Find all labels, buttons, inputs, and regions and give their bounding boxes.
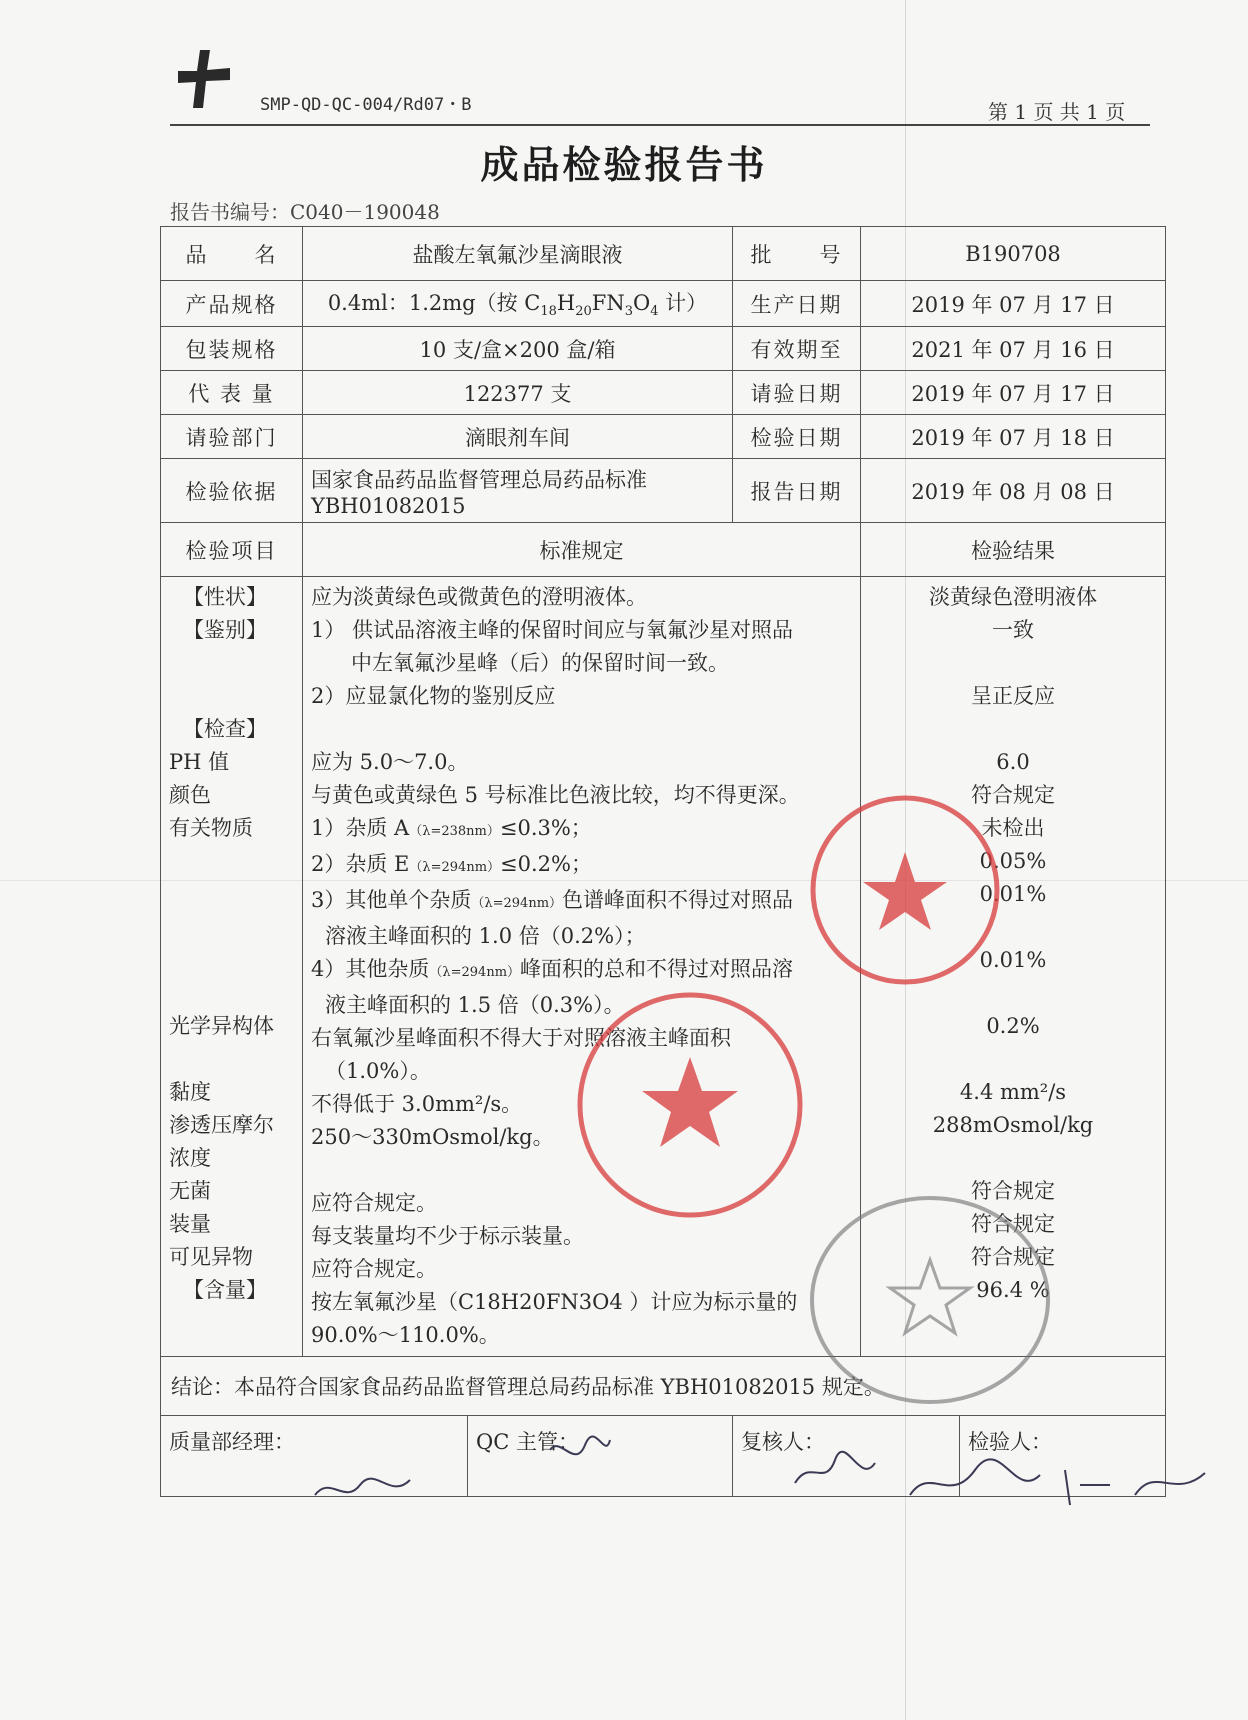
item-label: 无菌 bbox=[169, 1179, 211, 1203]
standard-text: 应为 5.0～7.0。 bbox=[311, 750, 469, 774]
test-date: 2019 年 07 月 18 日 bbox=[861, 415, 1166, 459]
expiry-label: 有效期至 bbox=[733, 327, 861, 371]
item-label: 可见异物 bbox=[169, 1245, 253, 1269]
handwritten-signature bbox=[790, 1448, 880, 1498]
item-label: 装量 bbox=[169, 1212, 211, 1236]
result-value: 符合规定 bbox=[971, 1212, 1055, 1236]
standard-text: 与黄色或黄绿色 5 号标准比色液比较，均不得更深。 bbox=[311, 783, 800, 807]
standard-text: 90.0%～110.0%。 bbox=[311, 1323, 500, 1347]
result-value: 96.4 % bbox=[976, 1278, 1050, 1302]
quantity: 122377 支 bbox=[303, 371, 733, 415]
request-date: 2019 年 07 月 17 日 bbox=[861, 371, 1166, 415]
handwritten-signature bbox=[310, 1465, 420, 1515]
report-date-label: 报告日期 bbox=[733, 459, 861, 523]
dept-label: 请验部门 bbox=[161, 415, 303, 459]
product-name-label: 品 名 bbox=[161, 227, 303, 281]
items-column bbox=[161, 577, 303, 1357]
standard-text: （1.0%）。 bbox=[325, 1059, 431, 1083]
standard-text: 中左氧氟沙星峰（后）的保留时间一致。 bbox=[351, 651, 729, 675]
standard-text: 每支装量均不少于标示装量。 bbox=[311, 1224, 584, 1248]
standard-text: 溶液主峰面积的 1.0 倍（0.2%）； bbox=[325, 924, 646, 948]
result-value: 未检出 bbox=[981, 816, 1045, 840]
result-value: 符合规定 bbox=[971, 1245, 1055, 1269]
standard-text: 250～330mOsmol/kg。 bbox=[311, 1125, 554, 1149]
result-header: 检验结果 bbox=[861, 523, 1166, 577]
red-company-seal bbox=[805, 790, 1005, 990]
test-date-label: 检验日期 bbox=[733, 415, 861, 459]
standard-text: 1）杂质 A（λ=238nm）≤0.3%； bbox=[311, 816, 592, 840]
result-value: 288mOsmol/kg bbox=[932, 1113, 1094, 1137]
result-value: 呈正反应 bbox=[971, 684, 1055, 708]
handwritten-signature bbox=[905, 1455, 1215, 1515]
spec-label: 产品规格 bbox=[161, 281, 303, 327]
result-value: 0.01% bbox=[979, 882, 1047, 906]
request-date-label: 请验日期 bbox=[733, 371, 861, 415]
table-row bbox=[161, 371, 1166, 415]
report-number bbox=[170, 196, 440, 225]
basis-label: 检验依据 bbox=[161, 459, 303, 523]
result-value: 0.2% bbox=[986, 1014, 1040, 1038]
header-divider bbox=[170, 124, 1150, 126]
grey-inspection-seal bbox=[805, 1190, 1055, 1410]
conclusion: 结论：本品符合国家食品药品监督管理总局药品标准 YBH01082015 规定。 bbox=[161, 1357, 1166, 1416]
batch-label: 批 号 bbox=[733, 227, 861, 281]
standard-text: 1） 供试品溶液主峰的保留时间应与氧氟沙星对照品 bbox=[311, 618, 794, 642]
report-number-label: 报告书编号： bbox=[170, 200, 290, 224]
mfg-date-label: 生产日期 bbox=[733, 281, 861, 327]
product-name: 盐酸左氧氟沙星滴眼液 bbox=[303, 227, 733, 281]
document-code: SMP-QD-QC-004/Rd07・B bbox=[260, 95, 472, 115]
item-label: 【含量】 bbox=[183, 1278, 267, 1302]
standard-text: 2）应显氯化物的鉴别反应 bbox=[311, 684, 556, 708]
report-date: 2019 年 08 月 08 日 bbox=[861, 459, 1166, 523]
request-dept: 滴眼剂车间 bbox=[303, 415, 733, 459]
result-value: 0.01% bbox=[979, 948, 1047, 972]
item-label: 【鉴别】 bbox=[183, 618, 267, 642]
item-label: 黏度 bbox=[169, 1080, 211, 1104]
standard-text: 3）其他单个杂质（λ=294nm）色谱峰面积不得过对照品 bbox=[311, 888, 794, 912]
package-spec: 10 支/盒×200 盒/箱 bbox=[303, 327, 733, 371]
item-label: 光学异构体 bbox=[169, 1014, 274, 1038]
standard-text: 应符合规定。 bbox=[311, 1191, 437, 1215]
page-indicator: 第 1 页 共 1 页 bbox=[988, 100, 1126, 124]
qc-supervisor-signature: QC 主管： bbox=[476, 1430, 579, 1454]
standard-text: 2）杂质 E（λ=294nm）≤0.2%； bbox=[311, 852, 592, 876]
expiry-date: 2021 年 07 月 16 日 bbox=[861, 327, 1166, 371]
test-basis-line: 国家食品药品监督管理总局药品标准 bbox=[311, 467, 647, 492]
table-row bbox=[161, 327, 1166, 371]
standard-text: 应为淡黄绿色或微黄色的澄明液体。 bbox=[311, 585, 647, 609]
result-value: 符合规定 bbox=[971, 783, 1055, 807]
package-label: 包装规格 bbox=[161, 327, 303, 371]
test-basis-code: YBH01082015 bbox=[311, 493, 466, 518]
table-row bbox=[161, 459, 1166, 523]
item-label: 渗透压摩尔 bbox=[169, 1113, 274, 1137]
batch-number: B190708 bbox=[861, 227, 1166, 281]
result-value: 淡黄绿色澄明液体 bbox=[929, 585, 1097, 609]
standard-text: 液主峰面积的 1.5 倍（0.3%）。 bbox=[325, 993, 625, 1017]
result-value: 0.05% bbox=[979, 849, 1047, 873]
signature-group bbox=[161, 1416, 733, 1497]
handwritten-signature bbox=[545, 1430, 615, 1480]
table-row bbox=[161, 227, 1166, 281]
reviewer-signature: 复核人： bbox=[733, 1416, 960, 1496]
standards-column bbox=[303, 577, 861, 1357]
item-label: 有关物质 bbox=[169, 816, 253, 840]
item-label: 浓度 bbox=[169, 1146, 211, 1170]
inspector-signature: 检验人： bbox=[968, 1430, 1052, 1454]
company-cross-logo bbox=[176, 48, 232, 110]
report-number-value: C040－190048 bbox=[290, 200, 440, 224]
result-value: 一致 bbox=[992, 618, 1034, 642]
quantity-label: 代 表 量 bbox=[161, 371, 303, 415]
standard-text: 应符合规定。 bbox=[311, 1257, 437, 1281]
standard-text: 右氧氟沙星峰面积不得大于对照溶液主峰面积 bbox=[311, 1026, 731, 1050]
standard-header: 标准规定 bbox=[303, 523, 861, 577]
red-inspection-seal bbox=[570, 985, 810, 1225]
items-header: 检验项目 bbox=[161, 523, 303, 577]
quality-manager-signature: 质量部经理： bbox=[161, 1416, 468, 1496]
standard-text: 按左氧氟沙星（C18H20FN3O4 ）计应为标示量的 bbox=[311, 1290, 798, 1314]
item-label: 【性状】 bbox=[183, 585, 267, 609]
report-title: 成品检验报告书 bbox=[480, 142, 768, 187]
item-label: 颜色 bbox=[169, 783, 211, 807]
item-label: 【检查】 bbox=[183, 717, 267, 741]
results-header-row bbox=[161, 523, 1166, 577]
standard-text: 不得低于 3.0mm²/s。 bbox=[311, 1092, 523, 1116]
mfg-date: 2019 年 07 月 17 日 bbox=[861, 281, 1166, 327]
standard-text: 4）其他杂质（λ=294nm）峰面积的总和不得过对照品溶 bbox=[311, 957, 794, 981]
table-row bbox=[161, 281, 1166, 327]
product-spec: 0.4ml：1.2mg（按 $C_{18}H_{20}FN_3O_4$ 计） bbox=[303, 281, 733, 327]
result-value: 6.0 bbox=[996, 750, 1030, 774]
table-row bbox=[161, 415, 1166, 459]
result-value: 符合规定 bbox=[971, 1179, 1055, 1203]
item-label: PH 值 bbox=[169, 750, 230, 774]
result-value: 4.4 mm²/s bbox=[959, 1080, 1067, 1104]
test-basis bbox=[303, 459, 733, 523]
